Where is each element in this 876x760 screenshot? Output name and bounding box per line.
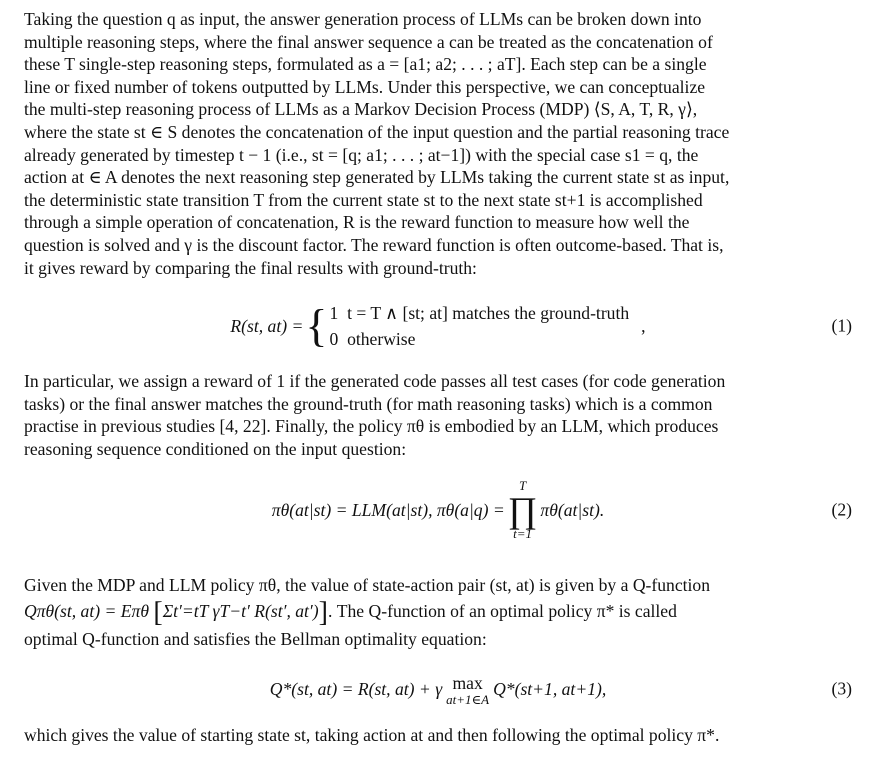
- p1-line-7: already generated by timestep t − 1 (i.e., st = [q; a1; . . . ; at−1]) with the special case s1 = q, the: [24, 144, 699, 165]
- p3-line-2-b: Σt′=tT γT−t′ R(st′, at′): [162, 601, 319, 621]
- p2-line-4: reasoning sequence conditioned on the input question:: [24, 438, 407, 459]
- equation-1-reward: [24, 296, 852, 356]
- p2-line-2: tasks) or the final answer matches the ground-truth (for math reasoning tasks) which is a common: [24, 393, 713, 414]
- p3-line-3: optimal Q-function and satisfies the Bellman optimality equation:: [24, 629, 487, 649]
- eq3-number: (3): [831, 678, 852, 699]
- p1-line-8: action at ∈ A denotes the next reasoning step generated by LLMs taking the current state st as input,: [24, 167, 730, 188]
- p1-line-3: these T single-step reasoning steps, formulated as a = [a1; a2; . . . ; aT]. Each step can be a single: [24, 54, 707, 75]
- eq1-cases: [329, 300, 629, 352]
- equation-2-policy: [24, 474, 852, 546]
- p4-line-1: which gives the value of starting state st, taking action at and then following the optimal policy π*.: [24, 725, 720, 745]
- p1-line-2: multiple reasoning steps, where the final answer sequence a can be treated as the concatenation of: [24, 31, 713, 52]
- paragraph-q-value-meaning: [24, 724, 852, 747]
- eq2-lhs: πθ(at|st) = LLM(at|st), πθ(a|q) =: [271, 499, 505, 520]
- eq1-trailing-comma: ,: [641, 315, 646, 336]
- eq3-max: [446, 672, 489, 707]
- paragraph-reward-policy: [24, 370, 852, 460]
- eq2-prod-lower: t=1: [513, 526, 533, 541]
- p1-line-4: line or fixed number of tokens outputted by LLMs. Under this perspective, we can conceptualize: [24, 76, 706, 97]
- eq2-number: (2): [831, 499, 852, 520]
- p1-line-6: where the state st ∈ S denotes the concatenation of the input question and the partial reasoning trace: [24, 121, 730, 142]
- p2-line-3: practise in previous studies [4, 22]. Finally, the policy πθ is embodied by an LLM, which produces: [24, 416, 719, 437]
- eq1-case1-value: 1: [329, 303, 339, 323]
- p3-line-2-a: Qπθ(st, at) = Eπθ: [24, 601, 149, 621]
- p1-line-12: it gives reward by comparing the final results with ground-truth:: [24, 257, 477, 278]
- eq3-max-lower: at+1∈A: [446, 692, 490, 708]
- equation-3-bellman: [24, 664, 852, 714]
- p3-line-2-c: . The Q-function of an optimal policy π* is called: [327, 601, 677, 621]
- eq3-rhs: Q*(st+1, at+1),: [493, 678, 607, 699]
- eq2-prod-upper: T: [518, 478, 527, 493]
- p1-line-1: Taking the question q as input, the answer generation process of LLMs can be broken down into: [24, 9, 702, 29]
- eq1-number: (1): [831, 315, 852, 336]
- eq3-max-op: max: [452, 672, 483, 693]
- product-symbol-icon: ∏: [507, 490, 538, 530]
- eq1-case2-value: 0: [329, 329, 339, 349]
- eq1-lhs: R(st, at) =: [230, 315, 304, 336]
- p2-line-1: In particular, we assign a reward of 1 if the generated code passes all test cases (for code generation: [24, 371, 726, 391]
- p1-line-10: through a simple operation of concatenation, R is the reward function to measure how well the: [24, 212, 690, 233]
- eq1-brace: {: [305, 300, 328, 351]
- left-bracket-icon: [: [153, 597, 163, 628]
- p1-line-5: the multi-step reasoning process of LLMs as a Markov Decision Process (MDP) ⟨S, A, T, R, γ⟩,: [24, 99, 698, 120]
- eq2-rhs: πθ(at|st).: [540, 499, 605, 520]
- eq3-lhs: Q*(st, at) = R(st, at) + γ: [269, 678, 443, 699]
- p1-line-11: question is solved and γ is the discount factor. The reward function is often outcome-based. That is,: [24, 234, 724, 255]
- p1-line-9: the deterministic state transition T from the current state st to the next state st+1 is accomplished: [24, 189, 703, 210]
- paragraph-mdp-definition: [24, 8, 852, 279]
- p3-line-1: Given the MDP and LLM policy πθ, the value of state-action pair (st, at) is given by a Q-function: [24, 575, 711, 595]
- eq1-case2-condition: otherwise: [347, 329, 416, 349]
- eq2-product: [508, 479, 538, 541]
- right-bracket-icon: ]: [318, 597, 328, 628]
- paragraph-q-function: [24, 572, 852, 652]
- eq1-case1-condition: t = T ∧ [st; at] matches the ground-truth: [347, 303, 630, 323]
